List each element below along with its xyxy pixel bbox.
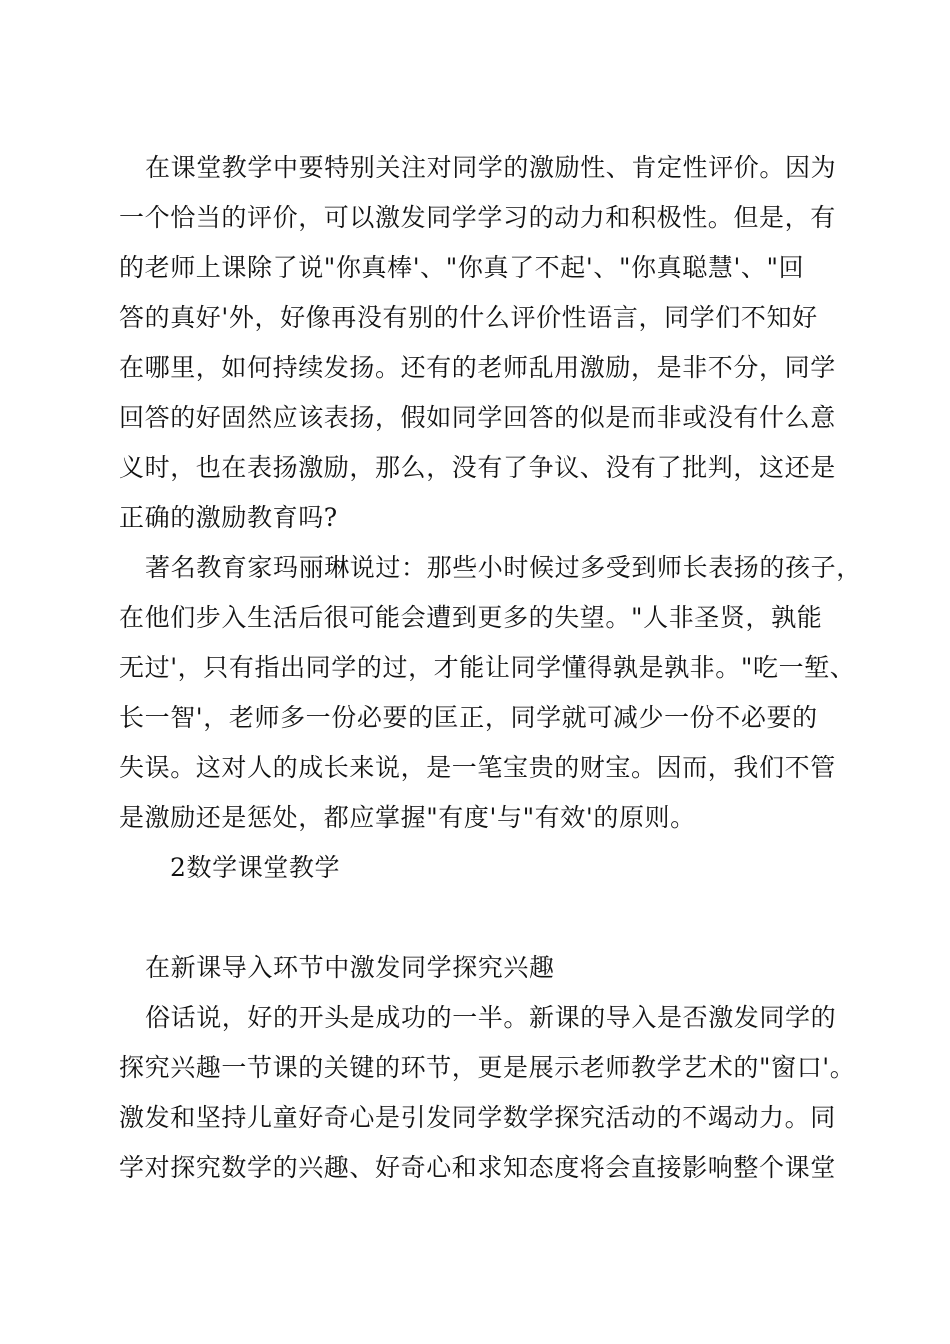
paragraph-1-line-3: 的老师上课除了说"你真棒'、"你真了不起'、"你真聪慧'、"回 [119, 253, 805, 282]
paragraph-2-line-2: 在他们步入生活后很可能会遭到更多的失望。"人非圣贤，孰能 [119, 603, 823, 632]
paragraph-2-line-1: 著名教育家玛丽琳说过：那些小时候过多受到师长表扬的孩子， [145, 553, 862, 582]
paragraph-2-line-4: 长一智'，老师多一份必要的匡正，同学就可减少一份不必要的 [119, 703, 818, 732]
paragraph-1-line-4: 答的真好'外，好像再没有别的什么评价性语言，同学们不知好 [119, 303, 818, 332]
subheading: 在新课导入环节中激发同学探究兴趣 [145, 953, 555, 982]
paragraph-2-line-3: 无过'，只有指出同学的过，才能让同学懂得孰是孰非。"吃一堑、 [119, 653, 856, 682]
paragraph-2-line-5: 失误。这对人的成长来说，是一笔宝贵的财宝。因而，我们不管 [119, 753, 836, 782]
section-heading: 2数学课堂教学 [170, 853, 341, 882]
paragraph-1-line-8: 正确的激励教育吗? [119, 503, 338, 532]
paragraph-1-line-6: 回答的好固然应该表扬，假如同学回答的似是而非或没有什么意 [119, 403, 836, 432]
paragraph-1-line-1: 在课堂教学中要特别关注对同学的激励性、肯定性评价。因为 [145, 153, 837, 182]
paragraph-1-line-7: 义时，也在表扬激励，那么，没有了争议、没有了批判，这还是 [119, 453, 836, 482]
paragraph-2-line-6: 是激励还是惩处，都应掌握"有度'与"有效'的原则。 [119, 803, 696, 832]
paragraph-3-line-2: 探究兴趣一节课的关键的环节，更是展示老师教学艺术的"窗口'。 [119, 1053, 856, 1082]
paragraph-1-line-2: 一个恰当的评价，可以激发同学学习的动力和积极性。但是，有 [119, 203, 836, 232]
paragraph-3-line-1: 俗话说，好的开头是成功的一半。新课的导入是否激发同学的 [145, 1003, 837, 1032]
paragraph-3-line-3: 激发和坚持儿童好奇心是引发同学数学探究活动的不竭动力。同 [119, 1103, 836, 1132]
paragraph-1-line-5: 在哪里，如何持续发扬。还有的老师乱用激励，是非不分，同学 [119, 353, 836, 382]
paragraph-3-line-4: 学对探究数学的兴趣、好奇心和求知态度将会直接影响整个课堂 [119, 1153, 836, 1182]
